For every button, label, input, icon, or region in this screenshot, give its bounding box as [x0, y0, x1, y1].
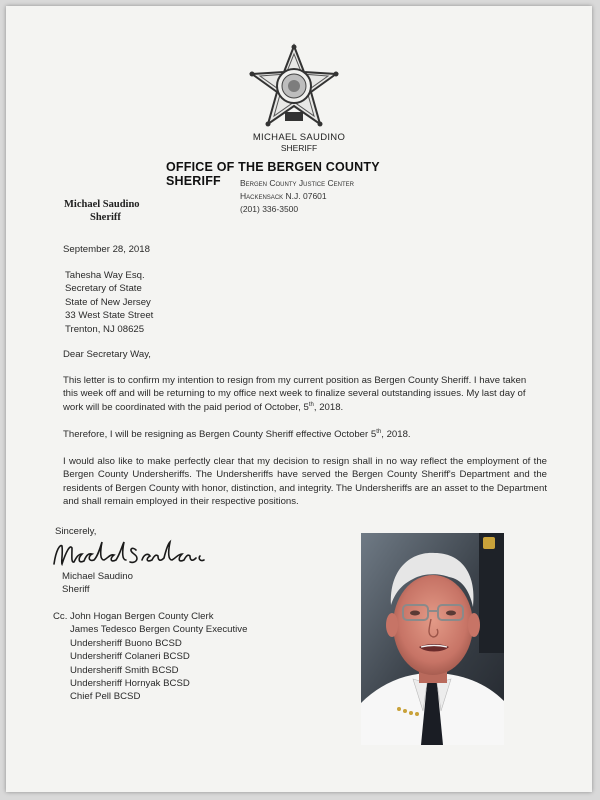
- cc-line: Undersheriff Smith BCSD: [70, 664, 179, 676]
- phone-number: (201) 336-3500: [240, 204, 299, 214]
- salutation: Dear Secretary Way,: [63, 349, 151, 360]
- recipient-line: State of New Jersey: [65, 296, 151, 308]
- sheriff-star-seal-icon: [244, 42, 344, 132]
- letter-page: [6, 6, 592, 792]
- header-sheriff-name: MICHAEL SAUDINO: [252, 132, 346, 143]
- cc-line: Undersheriff Colaneri BCSD: [70, 651, 190, 663]
- office-name-heading: OFFICE OF THE BERGEN COUNTY SHERIFF: [166, 160, 380, 188]
- letter-date: September 28, 2018: [63, 244, 150, 255]
- signature-title: Sheriff: [62, 584, 90, 595]
- cc-line: James Tedesco Bergen County Executive: [70, 624, 248, 636]
- handwritten-signature: [48, 536, 208, 572]
- paragraph-2: Therefore, I will be resigning as Bergen County Sheriff effective October 5th, 2018.: [63, 428, 411, 440]
- sender-title: Sheriff: [90, 212, 121, 223]
- sheriff-photo: [361, 533, 504, 745]
- paragraph-1-text: This letter is to confirm my intention to resign from my current position as Bergen County Sheriff. I have taken this week off and will be returning to my office next week to finalize several outstanding issues.: [63, 375, 527, 400]
- cc-line: Undersheriff Buono BCSD: [70, 637, 182, 649]
- recipient-line: Trenton, NJ 08625: [65, 323, 145, 335]
- closing: Sincerely,: [55, 526, 97, 537]
- sender-name: Michael Saudino: [64, 199, 140, 210]
- paragraph-3: I would also like to make perfectly clear that my decision to resign shall in no way reflect the employment of the Bergen County Undersheriffs. The Undersheriffs have served the Bergen County Sheriff's Department and the residents of Bergen County with honor, distinction, and integrity. The Undersheriffs are an asset to the Department and shall remain employed in their respective positions.: [63, 456, 547, 508]
- signature-icon: [48, 536, 208, 572]
- cc-line: Cc. John Hogan Bergen County Clerk: [53, 611, 214, 622]
- signature-name: Michael Saudino: [62, 571, 133, 582]
- recipient-address: [65, 269, 153, 336]
- recipient-line: 33 West State Street: [65, 310, 154, 322]
- paragraph-1: [63, 374, 543, 414]
- cc-line: Undersheriff Hornyak BCSD: [70, 678, 190, 690]
- recipient-line: Tahesha Way Esq.: [65, 270, 145, 281]
- address-line-1: Bergen County Justice Center: [240, 178, 354, 188]
- cc-line: Chief Pell BCSD: [70, 691, 141, 703]
- cc-list: [53, 610, 247, 704]
- paragraph-1-last-line: My last day of work will be coordinated with the paid period of October, 5th, 2018.: [63, 388, 526, 413]
- address-line-2: Hackensack N.J. 07601: [240, 191, 327, 201]
- header-sheriff-title: SHERIFF: [280, 143, 318, 153]
- recipient-line: Secretary of State: [65, 283, 142, 295]
